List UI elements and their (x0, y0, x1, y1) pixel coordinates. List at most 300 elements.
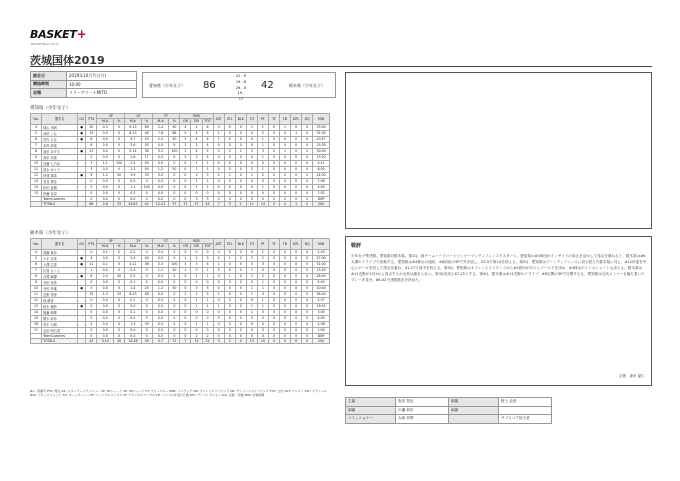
stat-cell: 0 (180, 196, 191, 201)
stat-cell: 11 (31, 166, 42, 172)
stat-cell: 40 (113, 273, 124, 279)
stat-cell: 2 (202, 333, 213, 338)
stat-cell: ● (78, 136, 86, 142)
player-name: 関木 紗彩 (42, 315, 78, 321)
stat-cell: 2 (191, 124, 202, 130)
divider (30, 66, 652, 67)
stat-cell: 0 (268, 172, 279, 178)
stat-cell: 0 (279, 273, 290, 279)
stat-cell: 2-5 (97, 273, 114, 279)
stat-cell: 0 (213, 315, 224, 321)
stat-cell: 0-0 (125, 333, 142, 338)
stat-cell: 20 (86, 124, 97, 130)
stat-cell: 2 (279, 201, 290, 206)
stat-cell: 3-7 (125, 136, 142, 142)
stat-cell: 0 (279, 190, 290, 196)
stat-cell: 6 (202, 261, 213, 267)
stat-cell: 0 (235, 267, 246, 273)
stat-cell: 50 (141, 142, 152, 148)
stat-cell: 0-0 (125, 327, 142, 333)
stat-cell: 5 (31, 130, 42, 136)
stat-cell: 0 (169, 172, 180, 178)
stat-cell: 1 (246, 267, 257, 273)
stat-cell: 0-1 (97, 249, 114, 255)
stat-cell: 19 (86, 130, 97, 136)
stat-cell: 0 (224, 285, 235, 291)
stat-cell: 1 (291, 201, 302, 206)
stat-cell: 24:00 (313, 172, 330, 178)
stat-cell: 0 (235, 166, 246, 172)
stat-cell: 0 (224, 333, 235, 338)
stat-cell: 0 (268, 291, 279, 297)
stat-cell: 0-0 (97, 196, 114, 201)
stat-cell: 1-6 (125, 154, 142, 160)
stat-cell: 0-3 (125, 273, 142, 279)
stat-cell: 0 (235, 136, 246, 142)
stat-cell: 0 (291, 315, 302, 321)
player-name: TeamCoaches (42, 333, 78, 338)
stat-cell: 27:00 (313, 255, 330, 261)
stat-cell: 0 (141, 190, 152, 196)
stat-cell: 3 (202, 285, 213, 291)
column-header: No. (31, 114, 42, 125)
stat-cell: 0 (224, 142, 235, 148)
stat-cell: 0 (291, 160, 302, 166)
stat-cell: 11 (31, 291, 42, 297)
stat-cell: 0 (302, 291, 313, 297)
stat-cell: 0 (191, 249, 202, 255)
stat-cell: 0-0 (97, 136, 114, 142)
stat-cell: 10 (31, 160, 42, 166)
stat-cell: 1 (257, 142, 268, 148)
page-title: 茨城国体2019 (30, 54, 105, 67)
stat-cell: 3 (191, 285, 202, 291)
stat-cell: 30 (113, 338, 124, 343)
stat-cell: 6 (202, 136, 213, 142)
stat-cell: 1 (257, 279, 268, 285)
stat-cell: ● (78, 148, 86, 154)
stat-cell: 27 (191, 201, 202, 206)
stat-cell: 15:30 (313, 142, 330, 148)
stat-cell: 0 (257, 196, 268, 201)
home-score: 86 (203, 80, 216, 91)
stat-cell: 0 (141, 315, 152, 321)
stat-cell: 0 (291, 285, 302, 291)
stat-cell: 0 (224, 279, 235, 285)
stat-cell: 17 (180, 201, 191, 206)
stat-cell: 4 (180, 124, 191, 130)
stat-cell: 33 (113, 291, 124, 297)
player-name: 鈴木 理紗 (42, 303, 78, 309)
player-name: 前田 あずさ (42, 148, 78, 154)
stat-cell: 0 (191, 267, 202, 273)
stat-cell: 3:00 (313, 309, 330, 315)
stat-cell: 1-2 (97, 172, 114, 178)
stat-cell: 0 (291, 261, 302, 267)
stat-cell: 0-4 (125, 267, 142, 273)
stat-cell: 6 (31, 136, 42, 142)
stat-cell: 0 (268, 160, 279, 166)
stat-cell: 1 (257, 166, 268, 172)
stat-cell: 13 (31, 178, 42, 184)
stat-cell: 0 (113, 142, 124, 148)
stat-cell: 0 (141, 327, 152, 333)
stat-cell: 0 (279, 291, 290, 297)
stat-cell: 0 (141, 303, 152, 309)
stat-cell: 0 (191, 279, 202, 285)
stat-cell: 0 (213, 285, 224, 291)
stat-cell: 0 (213, 190, 224, 196)
column-header: FD (279, 239, 290, 250)
stat-cell: 0 (235, 327, 246, 333)
column-subheader: % (141, 119, 152, 124)
column-header: PTS (86, 239, 97, 250)
stat-cell: 0 (213, 273, 224, 279)
stat-cell: 33 (141, 321, 152, 327)
stat-cell: 1 (202, 303, 213, 309)
player-name: 竹内 ひな (42, 136, 78, 142)
stat-cell: 4:00 (313, 315, 330, 321)
stat-cell: 0 (302, 333, 313, 338)
stat-cell: 0 (113, 309, 124, 315)
stat-cell: 1 (202, 184, 213, 190)
stat-cell: 0 (180, 315, 191, 321)
stat-cell: 1 (86, 267, 97, 273)
stat-cell: 1-3 (125, 321, 142, 327)
stat-cell: 12-21 (152, 201, 169, 206)
stat-cell: 0 (235, 321, 246, 327)
stat-cell: 0 (279, 166, 290, 172)
stat-cell: 2-4 (152, 136, 169, 142)
stat-cell: 0-1 (125, 309, 142, 315)
stat-cell: 0 (113, 321, 124, 327)
stat-cell: 2-5 (125, 255, 142, 261)
stat-cell: 0 (279, 154, 290, 160)
stat-cell: 0-0 (97, 130, 114, 136)
stat-cell: 0-0 (97, 285, 114, 291)
stat-cell: 0 (291, 273, 302, 279)
stat-cell: 0 (235, 154, 246, 160)
stat-cell: 0-0 (97, 303, 114, 309)
stat-cell: 0 (291, 327, 302, 333)
stat-cell: 9 (202, 130, 213, 136)
stat-cell: 3 (191, 261, 202, 267)
stat-cell: 0 (279, 160, 290, 166)
stat-cell: 0 (268, 315, 279, 321)
player-name: 長見 愛佳 (42, 178, 78, 184)
stat-cell: 13 (86, 148, 97, 154)
column-header: TO (246, 239, 257, 250)
stat-cell: 2 (191, 333, 202, 338)
column-header: 3P (97, 239, 125, 244)
stat-cell: 3 (180, 261, 191, 267)
column-header: TO (246, 114, 257, 125)
stat-cell: 0 (291, 255, 302, 261)
stat-cell: 3 (213, 338, 224, 343)
stat-cell: 0 (291, 333, 302, 338)
stat-cell: 0 (169, 184, 180, 190)
stat-cell: 0 (268, 142, 279, 148)
stat-cell: 7:52 (313, 190, 330, 196)
stat-cell: 0-0 (97, 267, 114, 273)
stat-cell: 2 (257, 130, 268, 136)
stat-cell: 0 (279, 249, 290, 255)
team-label: 栃木県（少年女子） (30, 231, 71, 236)
stat-cell: 4 (202, 142, 213, 148)
column-subheader: M-A (97, 244, 114, 249)
stat-cell: 0 (86, 309, 97, 315)
stat-cell: 0 (291, 178, 302, 184)
stat-cell: 0 (268, 249, 279, 255)
stat-cell: 2 (180, 136, 191, 142)
stat-cell: 0 (141, 196, 152, 201)
stat-cell: 0-0 (97, 178, 114, 184)
stat-cell: 0-0 (152, 172, 169, 178)
table-row (31, 89, 137, 98)
stat-cell: 50 (113, 172, 124, 178)
stat-cell: 0 (180, 166, 191, 172)
official-name (499, 406, 552, 415)
stat-cell: 3 (191, 196, 202, 201)
stat-cell: DNP (313, 196, 330, 201)
stat-cell: 3 (213, 148, 224, 154)
stat-cell: 0-0 (152, 178, 169, 184)
stat-cell: 31:00 (313, 261, 330, 267)
stat-cell: 3 (202, 172, 213, 178)
stat-cell: 0-0 (97, 190, 114, 196)
stat-cell: 0 (246, 178, 257, 184)
stat-cell: 0 (202, 190, 213, 196)
stat-cell: 4-11 (125, 261, 142, 267)
stat-cell: 0 (202, 309, 213, 315)
player-name: 林山 実帆 (42, 124, 78, 130)
stat-cell: 4 (191, 136, 202, 142)
stat-cell: 1 (180, 267, 191, 273)
quarter-scores (235, 74, 247, 103)
stat-cell: 0 (235, 285, 246, 291)
stat-cell: 0 (279, 142, 290, 148)
stat-cell: 0 (213, 249, 224, 255)
stat-cell: 0-0 (152, 160, 169, 166)
stat-cell: 1 (235, 148, 246, 154)
column-header: DFL (291, 114, 302, 125)
stat-cell: 1 (246, 309, 257, 315)
stat-cell: 0 (235, 297, 246, 303)
stat-cell: 0 (169, 154, 180, 160)
meta-key: 試合日 (31, 72, 67, 81)
column-subheader: TOT (202, 119, 213, 124)
stat-cell: 0-0 (125, 196, 142, 201)
stat-cell: 2 (191, 255, 202, 261)
stat-cell: 0 (224, 321, 235, 327)
stat-cell: 0 (169, 315, 180, 321)
stat-cell: 0 (169, 291, 180, 297)
column-header: GS (78, 114, 86, 125)
stat-cell: 0-0 (152, 190, 169, 196)
stat-cell: 0 (235, 338, 246, 343)
stat-cell: 3-3 (152, 148, 169, 154)
stat-cell: 0 (246, 154, 257, 160)
stat-cell: 2 (257, 172, 268, 178)
stat-cell: 3-6 (125, 142, 142, 148)
stat-cell: 7:06 (313, 178, 330, 184)
stat-cell: 0 (213, 178, 224, 184)
stat-cell: 1 (279, 148, 290, 154)
stat-cell: 4 (191, 148, 202, 154)
stat-cell: 0-0 (152, 315, 169, 321)
stat-cell: 0 (86, 297, 97, 303)
stat-cell: 1 (202, 178, 213, 184)
stat-cell: 0 (141, 273, 152, 279)
stat-cell: 0 (246, 184, 257, 190)
stat-cell: 6 (202, 124, 213, 130)
stat-cell: 0 (268, 327, 279, 333)
stat-cell: 7 (31, 142, 42, 148)
stat-cell: 15 (246, 338, 257, 343)
stat-cell: 0 (113, 303, 124, 309)
stat-cell: 15 (86, 291, 97, 297)
stat-cell: 1 (257, 249, 268, 255)
stat-cell: 0 (302, 327, 313, 333)
stat-cell: 9 (31, 279, 42, 285)
player-name: TOTALS (42, 201, 78, 206)
stat-cell: 0 (224, 130, 235, 136)
stat-cell: 0 (213, 154, 224, 160)
stat-cell: 0 (213, 124, 224, 130)
stat-cell: 1 (191, 178, 202, 184)
stat-cell: 0 (235, 172, 246, 178)
stat-cell: 0 (113, 154, 124, 160)
stat-cell: 0 (302, 190, 313, 196)
stat-cell: 0 (180, 160, 191, 166)
legend-text: No.: 背番号 PTS: 得点 GS: スターティングメンバー 3P: 3Pシュート 2P: 2Pシュート FT: フリースロー REB: リバウンド OR: オフェンスリバウンド DR: ディフェンスリバウンド TOT: 合計 AST: アシスト STL: スティール BLK: ブロックショット TO: ターンオーバー PF: パーソナルファウル TF: テクニカルファウル FD: ファウルを受けた数 DFL: ディフレクション DQ: 失格・退場 MIN: 出場時間 (30, 389, 327, 398)
stat-cell: 2 (224, 148, 235, 154)
stat-cell: 3 (202, 291, 213, 297)
stat-cell: 1 (202, 321, 213, 327)
stat-cell: 0 (268, 297, 279, 303)
stat-cell: 0 (113, 267, 124, 273)
column-header: BLK (235, 239, 246, 250)
stat-cell: 1 (202, 297, 213, 303)
stat-cell: 5:00 (313, 279, 330, 285)
stat-cell: 13:29 (313, 267, 330, 273)
stat-cell: 0 (141, 309, 152, 315)
meta-key: 会場 (31, 89, 67, 98)
stat-cell: 0 (224, 315, 235, 321)
stat-cell: 0 (180, 333, 191, 338)
stat-cell: 0-3 (97, 124, 114, 130)
stat-cell: 0 (213, 184, 224, 190)
stat-cell: 0 (213, 267, 224, 273)
stat-cell: 6 (86, 142, 97, 148)
stat-cell: 5-14 (125, 148, 142, 154)
stat-cell (78, 338, 86, 343)
stat-cell: 0 (257, 267, 268, 273)
stat-cell: 0-2 (125, 249, 142, 255)
stat-cell: 0-3 (125, 178, 142, 184)
stat-cell: 0 (86, 327, 97, 333)
stat-cell: 2 (246, 148, 257, 154)
stat-cell: 50 (169, 166, 180, 172)
stat-cell: 0 (279, 130, 290, 136)
stat-cell (31, 338, 42, 343)
official-role: 主審 (346, 398, 396, 407)
stat-cell: 0 (235, 279, 246, 285)
stat-cell: 0 (86, 315, 97, 321)
stat-cell: 0 (246, 136, 257, 142)
stat-cell: 0 (113, 333, 124, 338)
stat-cell: 17 (141, 154, 152, 160)
stat-cell: 0 (169, 309, 180, 315)
stat-cell: 0 (180, 249, 191, 255)
stat-cell: 50 (169, 124, 180, 130)
stat-cell: 0 (180, 172, 191, 178)
column-header: AST (213, 239, 224, 250)
column-header: No. (31, 239, 42, 250)
stat-cell: 8 (31, 273, 42, 279)
stat-cell: 0-0 (152, 279, 169, 285)
stat-cell: 0 (291, 154, 302, 160)
column-header: STL (224, 239, 235, 250)
stat-cell: 0 (169, 142, 180, 148)
stat-cell: 0 (246, 190, 257, 196)
quarter-score: 26 - 8 (235, 85, 247, 90)
column-header: GS (78, 239, 86, 250)
stat-cell: 0 (268, 154, 279, 160)
stat-cell: 0 (291, 184, 302, 190)
stat-cell: 0 (113, 196, 124, 201)
stat-cell: 1 (257, 285, 268, 291)
column-header: 選手名 (42, 239, 78, 250)
stat-cell: ● (78, 255, 86, 261)
stat-cell: 0 (268, 148, 279, 154)
stat-cell: 0-0 (125, 315, 142, 321)
stat-cell: 0 (169, 321, 180, 327)
stat-cell: 0 (257, 315, 268, 321)
stat-cell: 2 (180, 154, 191, 160)
stat-cell: 1 (191, 291, 202, 297)
stat-cell: 0 (291, 166, 302, 172)
stat-cell: 1 (213, 303, 224, 309)
stat-cell: 1 (213, 130, 224, 136)
table-row (346, 415, 552, 424)
stat-cell: 0 (224, 249, 235, 255)
stat-cell: 1 (224, 273, 235, 279)
stat-cell: 0 (113, 327, 124, 333)
stat-cell: 0-0 (97, 142, 114, 148)
stat-cell: 0 (246, 297, 257, 303)
stat-cell: 50 (169, 136, 180, 142)
stat-cell: 0 (191, 315, 202, 321)
stat-cell: 1-3 (97, 291, 114, 297)
stat-cell: 0 (202, 315, 213, 321)
stat-cell: 28:00 (313, 273, 330, 279)
stat-cell: 14 (31, 184, 42, 190)
stat-cell: 0 (268, 130, 279, 136)
column-subheader: TOT (202, 244, 213, 249)
stat-cell: 1 (224, 255, 235, 261)
stat-cell: 0 (235, 142, 246, 148)
stat-cell: ● (78, 285, 86, 291)
table-row (31, 72, 137, 81)
table-row (346, 406, 552, 415)
stat-cell: 43 (141, 136, 152, 142)
stat-cell: 0 (224, 291, 235, 297)
stat-cell: 5 (31, 255, 42, 261)
stat-cell: 0 (302, 142, 313, 148)
stat-cell: 1 (213, 291, 224, 297)
stat-cell: 7 (213, 201, 224, 206)
